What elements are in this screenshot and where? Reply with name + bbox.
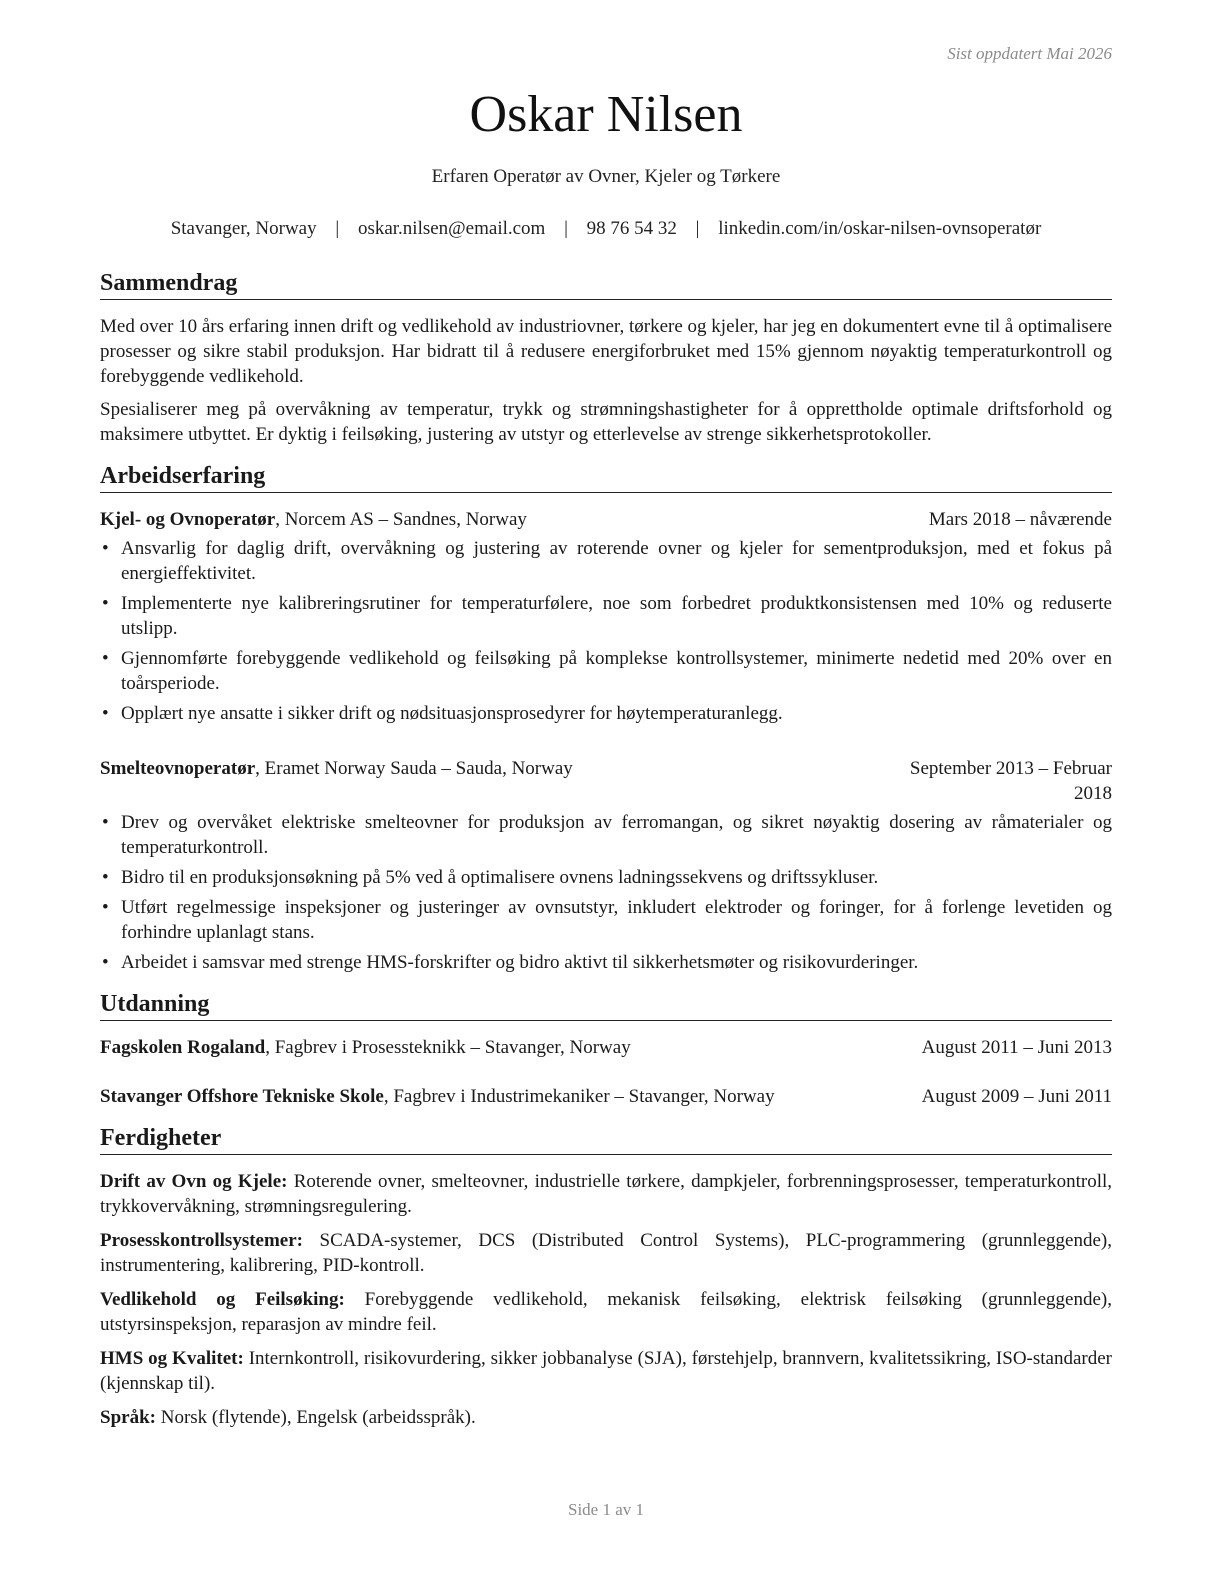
skill-text: Forebyggende vedlikehold, mekanisk feilsøking, elektrisk feilsøking (grunnleggende), utstyrsinspeksjon, reparasjon av mindre feil.: [100, 1289, 1112, 1335]
resume-page: [100, 0, 1112, 1584]
job-dates: Mars 2018 – nåværende: [928, 509, 1112, 530]
job-bullet: • Drev og overvåket elektriske smelteovner for produksjon av ferromangan, og sikret nøyaktig dosering av råmaterialer og temperaturkontroll.: [100, 810, 1112, 860]
skill-item: [100, 1228, 1112, 1278]
skill-label: Vedlikehold og Feilsøking:: [100, 1289, 345, 1310]
contact-line: [80, 218, 1132, 240]
candidate-headline: Erfaren Operatør av Ovner, Kjeler og Tørkere: [431, 166, 781, 187]
education-section: [100, 989, 1112, 1109]
contact-linkedin[interactable]: linkedin.com/in/oskar-nilsen-ovnsoperatør: [718, 218, 1042, 239]
skill-item: [100, 1287, 1112, 1337]
skill-item: [100, 1346, 1112, 1396]
education-entry: [100, 1084, 1112, 1109]
skill-text: SCADA-systemer, DCS (Distributed Control Systems), PLC-programmering (grunnleggende), instrumentering, kalibrering, PID-kontroll.: [100, 1230, 1112, 1276]
education-dates: August 2011 – Juni 2013: [921, 1037, 1112, 1058]
skill-text: Roterende ovner, smelteovner, industrielle tørkere, dampkjeler, forbrenningsprosesser, temperaturkontroll, trykkovervåkning, strømningsregulering.: [100, 1171, 1113, 1217]
section-title: Ferdigheter: [100, 1123, 1112, 1155]
education-entry: [100, 1035, 1112, 1060]
job-bullet: • Gjennomførte forebyggende vedlikehold og feilsøking på komplekse kontrollsystemer, minimerte nedetid med 20% over en toårsperiode.: [100, 646, 1112, 696]
contact-separator: |: [695, 218, 700, 239]
summary-section: [100, 268, 1112, 447]
summary-paragraph: Med over 10 års erfaring innen drift og vedlikehold av industriovner, tørkere og kjeler, har jeg en dokumentert evne til å optimalisere prosesser og sikre stabil produksjon. Har bidratt til å redusere energiforbruket med 15% gjennom nøyaktig temperaturkontroll og forebyggende vedlikehold.: [100, 316, 1113, 387]
job-role: Kjel- og Ovnoperatør: [100, 509, 276, 530]
contact-separator: |: [335, 218, 340, 239]
skill-label: Drift av Ovn og Kjele:: [100, 1171, 288, 1192]
job-bullet: • Implementerte nye kalibreringsrutiner for temperaturfølere, noe som forbedret produktkonsistensen med 10% og reduserte utslipp.: [100, 591, 1112, 641]
job-role: Smelteovnoperatør: [100, 758, 256, 779]
section-title: Utdanning: [100, 989, 1112, 1021]
contact-location: Stavanger, Norway: [170, 218, 317, 239]
skill-item: [100, 1169, 1112, 1219]
job-bullet: • Ansvarlig for daglig drift, overvåkning og justering av roterende ovner og kjeler for sementproduksjon, med et fokus på energieffektivitet.: [100, 536, 1112, 586]
job-entry: [100, 507, 1112, 726]
skills-section: [100, 1123, 1112, 1430]
skill-text: Internkontroll, risikovurdering, sikker jobbanalyse (SJA), førstehjelp, brannvern, kvalitetssikring, ISO-standarder (kjennskap til).: [100, 1348, 1112, 1394]
section-title: Sammendrag: [100, 268, 1112, 300]
education-detail: , Fagbrev i Industrimekaniker – Stavanger, Norway: [383, 1086, 775, 1107]
education-detail: , Fagbrev i Prosessteknikk – Stavanger, Norway: [265, 1037, 631, 1058]
job-bullet: • Utført regelmessige inspeksjoner og justeringer av ovnsutstyr, inkludert elektroder og foringer, for å forlenge levetiden og forhindre uplanlagt stans.: [100, 895, 1112, 945]
job-organization: , Eramet Norway Sauda – Sauda, Norway: [255, 758, 573, 779]
candidate-name: Oskar Nilsen: [469, 86, 743, 143]
contact-separator: |: [564, 218, 568, 239]
job-dates: September 2013 – Februar 2018: [909, 758, 1112, 804]
job-entry: [100, 756, 1112, 975]
job-bullet: • Arbeidet i samsvar med strenge HMS-forskrifter og bidro aktivt til sikkerhetsmøter og risikovurderinger.: [100, 950, 1112, 975]
page-number: Side 1 av 1: [567, 1500, 645, 1519]
skill-label: HMS og Kvalitet:: [100, 1348, 244, 1369]
skill-text: Norsk (flytende), Engelsk (arbeidsspråk).: [155, 1407, 476, 1428]
skill-label: Prosesskontrollsystemer:: [100, 1230, 303, 1251]
last-updated-note: Sist oppdatert Mai 2026: [947, 44, 1112, 63]
skill-item: [100, 1405, 1112, 1430]
job-bullet: • Bidro til en produksjonsøkning på 5% ved å optimalisere ovnens ladningssekvens og driftssykluser.: [100, 865, 1112, 890]
job-bullet: • Opplært nye ansatte i sikker drift og nødsituasjonsprosedyrer for høytemperaturanlegg.: [100, 701, 1112, 726]
job-organization: , Norcem AS – Sandnes, Norway: [275, 509, 527, 530]
resume-content: [100, 268, 1112, 1430]
job-bullets: [100, 536, 1112, 726]
section-title: Arbeidserfaring: [100, 461, 1112, 493]
education-school: Fagskolen Rogaland: [100, 1037, 266, 1058]
skill-label: Språk:: [100, 1407, 156, 1428]
job-bullets: [100, 810, 1112, 975]
contact-phone[interactable]: 98 76 54 32: [586, 218, 677, 239]
summary-paragraph: Spesialiserer meg på overvåkning av temperatur, trykk og strømningshastigheter for å opprettholde optimale driftsforhold og maksimere utbyttet. Er dyktig i feilsøking, justering av utstyr og etterlevelse av strenge sikkerhetsprotokoller.: [100, 399, 1112, 445]
contact-email[interactable]: oskar.nilsen@email.com: [357, 218, 546, 239]
education-dates: August 2009 – Juni 2011: [921, 1086, 1112, 1107]
experience-section: [100, 461, 1112, 975]
education-school: Stavanger Offshore Tekniske Skole: [100, 1086, 384, 1107]
